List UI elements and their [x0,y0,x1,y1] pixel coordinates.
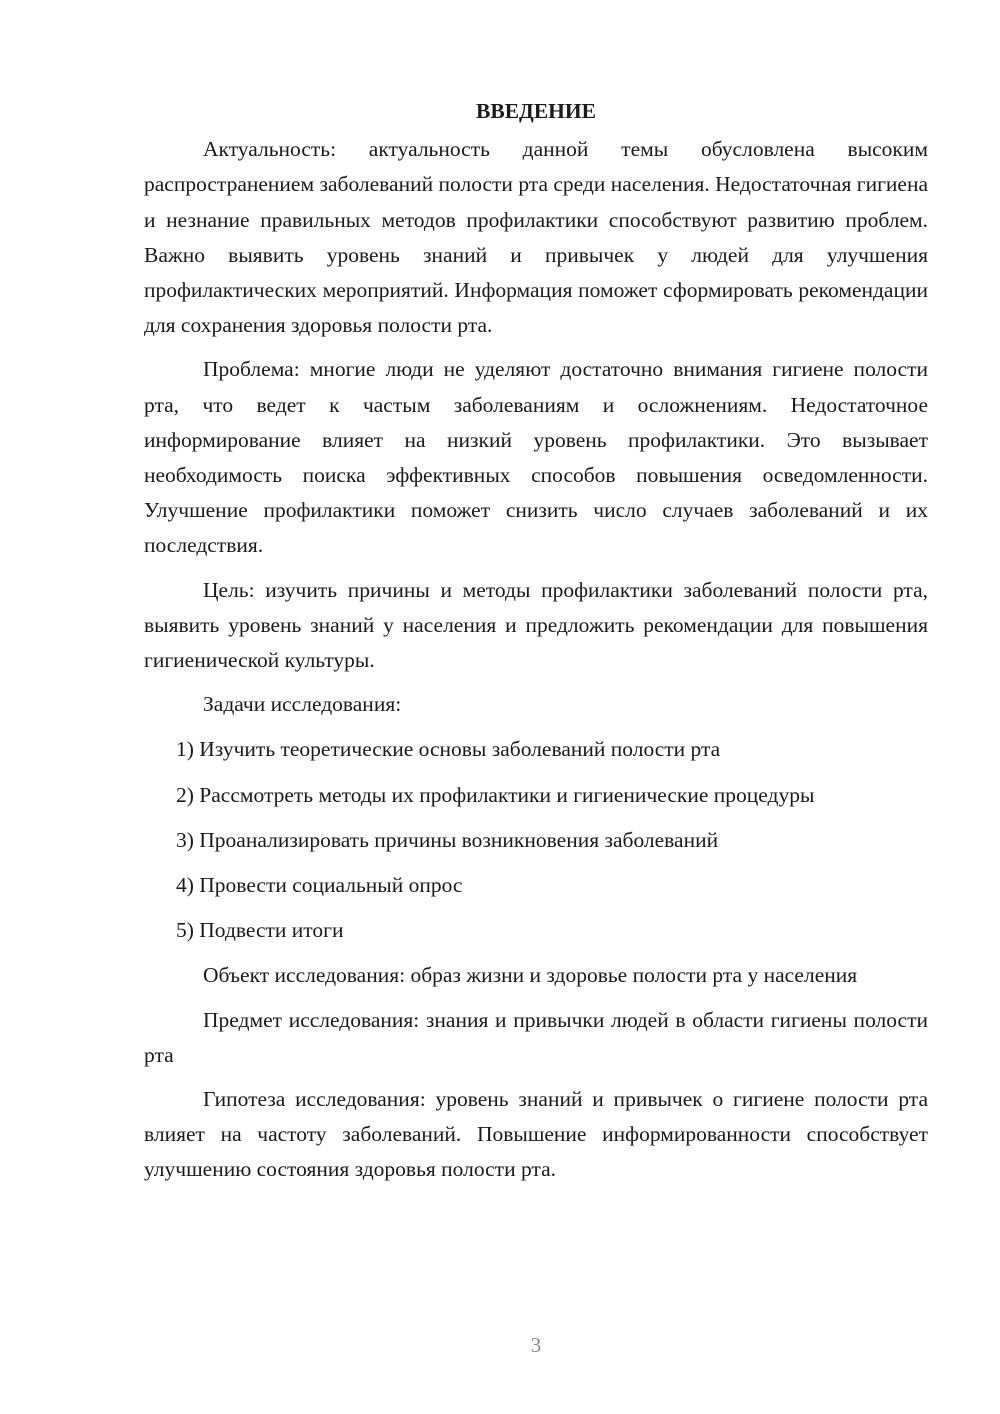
paragraph-goal: Цель: изучить причины и методы профилактики заболеваний полости рта, выявить уровень знаний у населения и предложить рекомендации для повышения гигиенической культуры. [144,577,928,673]
tasks-title: Задачи исследования: [203,692,402,717]
page-number: 3 [530,1333,542,1357]
list-item: 5) Подвести итоги [176,918,344,943]
paragraph-hypothesis: Гипотеза исследования: уровень знаний и привычек о гигиене полости рта влияет на частоту заболеваний. Повышение информированности способствует улучшению состояния здоровья полости рта. [144,1087,928,1182]
task-list [144,732,928,948]
list-item: 4) Провести социальный опрос [176,873,463,898]
paragraph-object: Объект исследования: образ жизни и здоровье полости рта у населения [203,963,858,988]
paragraph-relevance: Актуальность: актуальность данной темы обусловлена высоким распространением заболеваний полости рта среди населения. Недостаточная гигиена и незнание правильных методов профилактики способствуют развитию проблем. Важно выявить уровень знаний и привычек у людей для улучшения профилактических мероприятий. Информация поможет сформировать рекомендации для сохранения здоровья полости рта. [144,137,928,338]
list-item: 1) Изучить теоретические основы заболеваний полости рта [176,737,721,762]
list-item: 3) Проанализировать причины возникновения заболеваний [176,827,719,852]
paragraph-problem: Проблема: многие люди не уделяют достаточно внимания гигиене полости рта, что ведет к частым заболеваниям и осложнениям. Недостаточное информирование влияет на низкий уровень профилактики. Это вызывает необходимость поиска эффективных способов повышения осведомленности. Улучшение профилактики поможет снизить число случаев заболеваний и их последствия. [144,357,928,558]
page-content [144,94,928,1197]
list-item: 2) Рассмотреть методы их профилактики и гигиенические процедуры [176,782,815,807]
page-title: ВВЕДЕНИЕ [476,99,596,123]
paragraph-subject: Предмет исследования: знания и привычки людей в области гигиены полости рта [144,1007,928,1067]
